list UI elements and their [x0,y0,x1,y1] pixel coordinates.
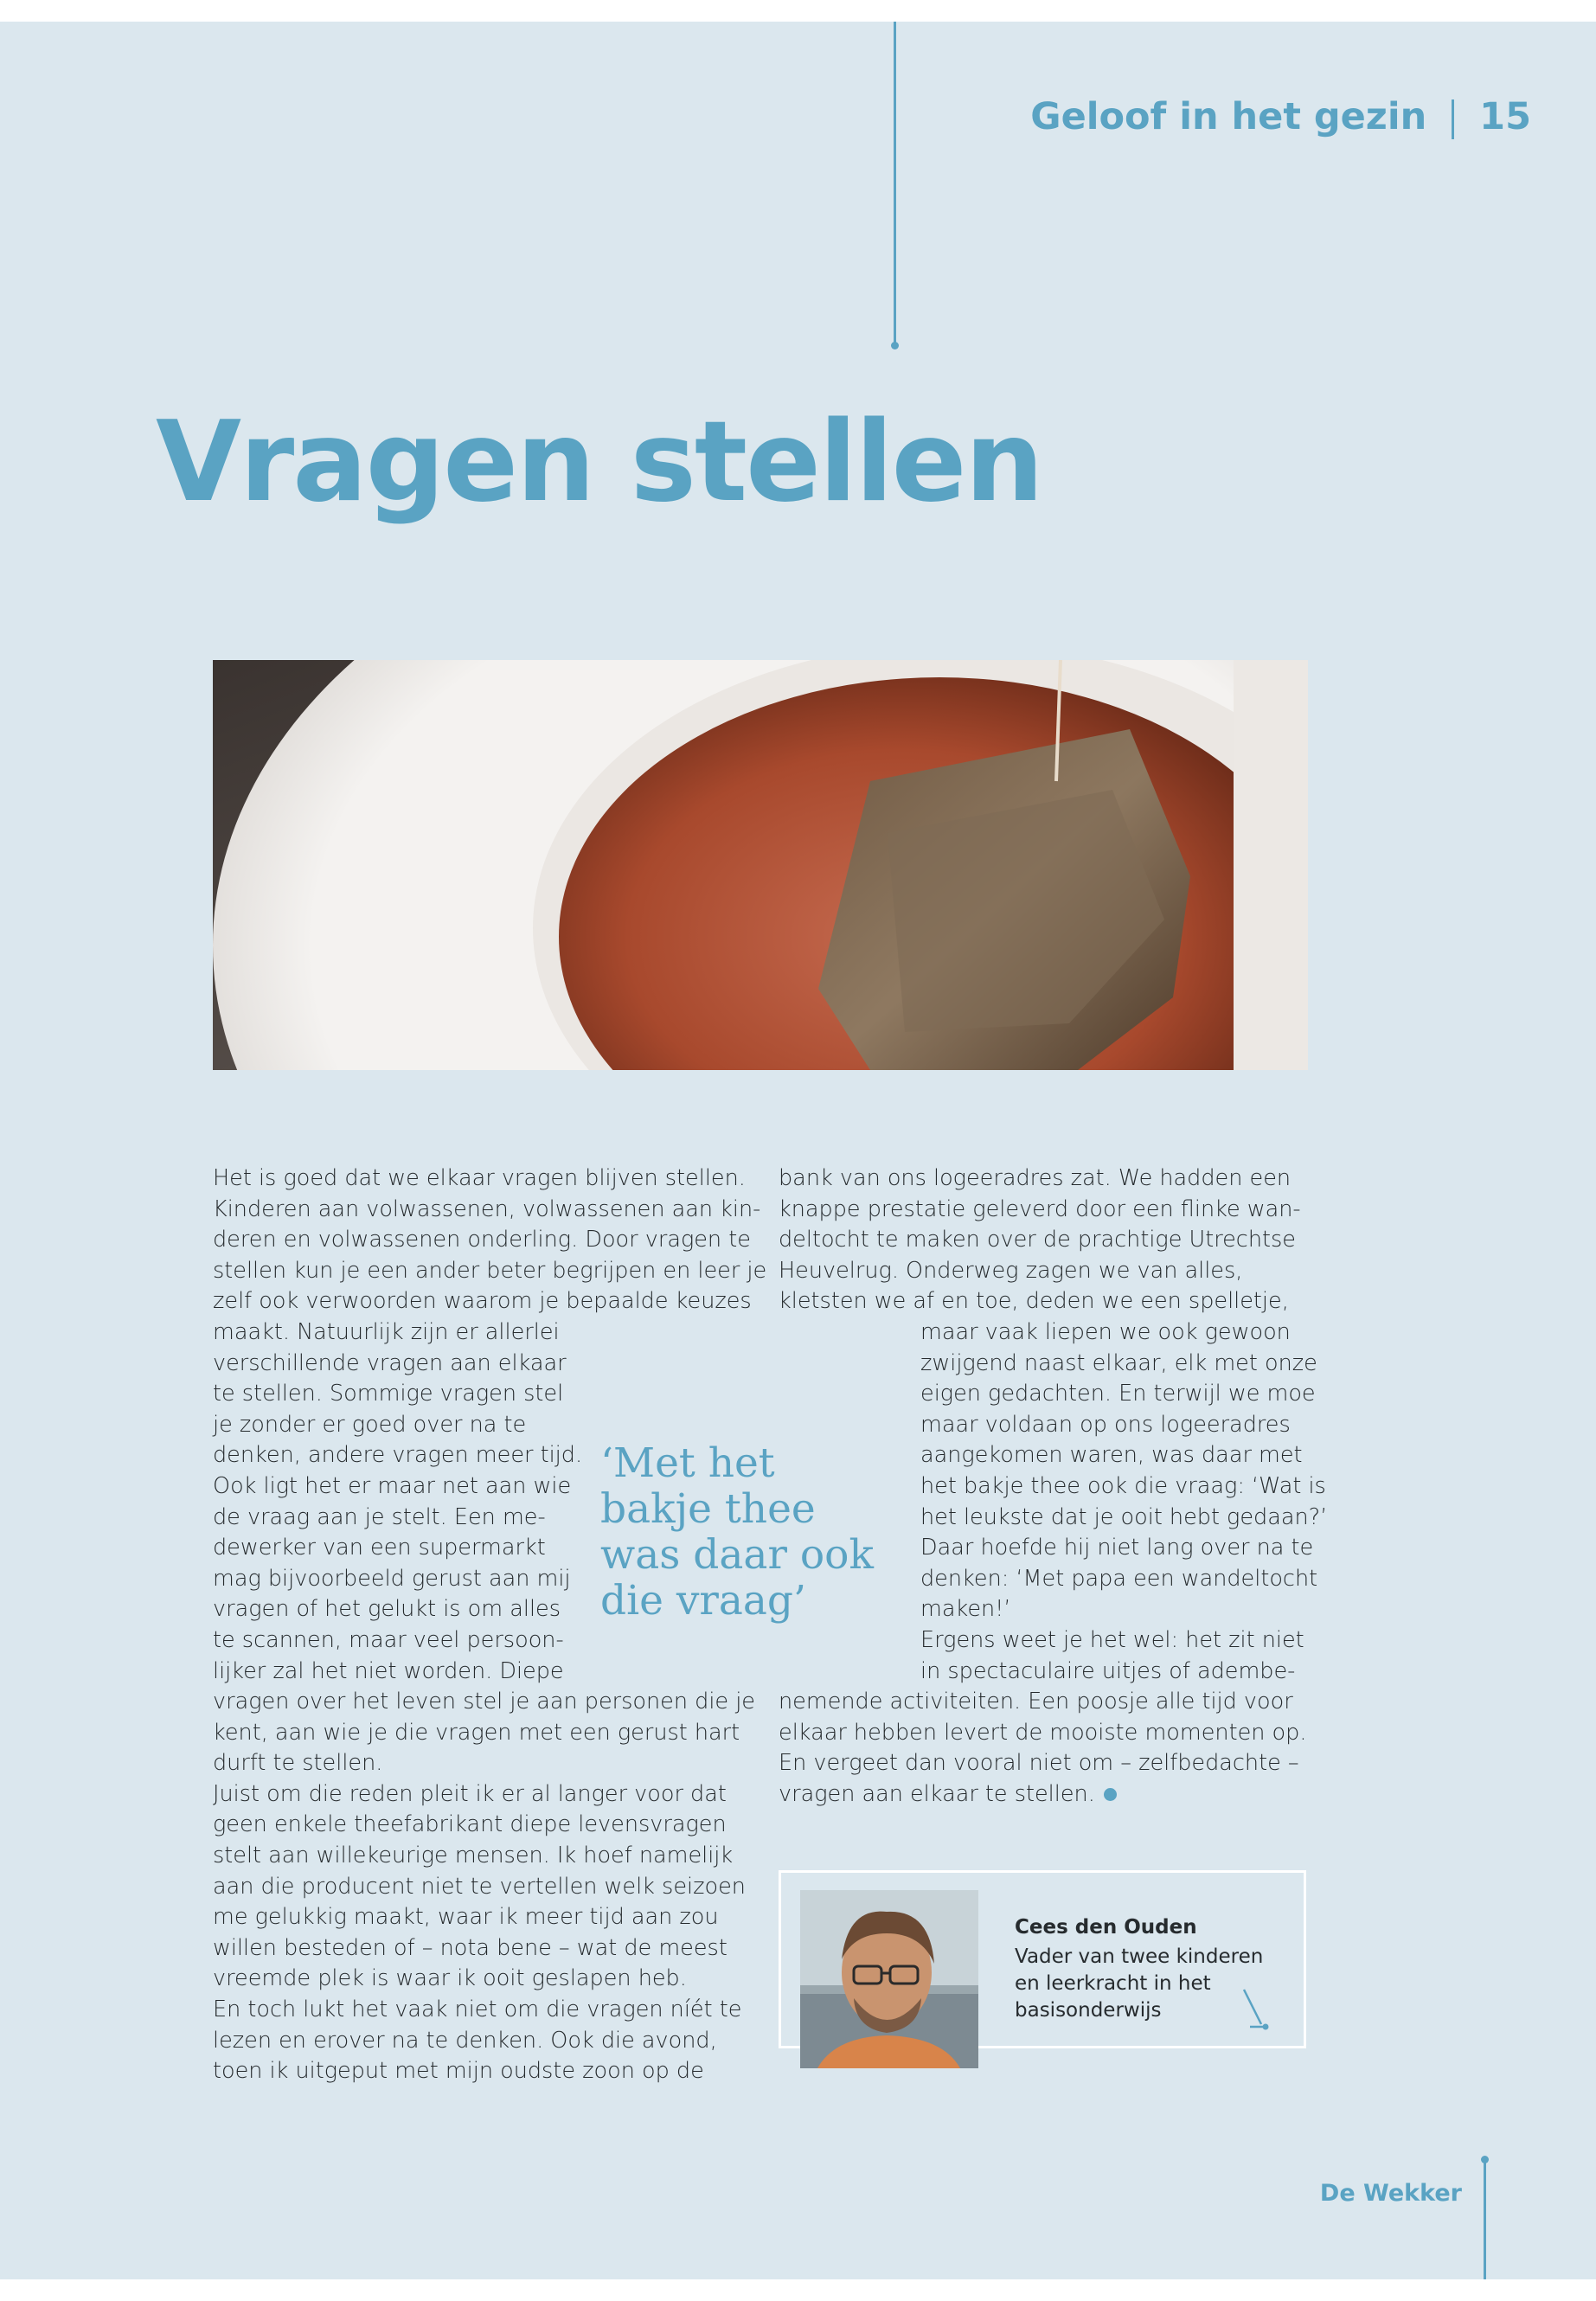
right-column-lines [779,1163,1328,1810]
article-line: knappe prestatie geleverd door een flinke wan- [779,1195,1301,1222]
top-divider-line [894,22,896,346]
author-role: Vader van twee kinderen en leerkracht in het basisonderwijs [1015,1945,1264,2022]
pen-stroke-icon [1240,1985,1274,2037]
header-divider [1452,99,1454,139]
article-line: Kinderen aan volwassenen, volwassenen aan kin- [213,1195,761,1222]
end-dot-icon [1104,1788,1117,1801]
article-line: maar vaak liepen we ook gewoon [920,1318,1291,1345]
pull-quote: ‘Met het bakje thee was daar ook die vraag’ [600,1439,874,1625]
article-line: geen enkele theefabrikant diepe levensvragen [213,1811,727,1838]
author-photo [800,1890,978,2068]
section-header [1030,95,1531,139]
article-line: eigen gedachten. En terwijl we moe [920,1381,1316,1407]
bottom-divider-dot [1481,2156,1489,2163]
article-line: mag bijvoorbeeld gerust aan mij [213,1565,571,1592]
article-line: Het is goed dat we elkaar vragen blijven stellen. [213,1165,746,1191]
article-line: vreemde plek is waar ik ooit geslapen heb. [213,1965,687,1992]
page-number: 15 [1479,95,1531,138]
article-line: aan die producent niet te vertellen welk seizoen [213,1873,746,1900]
article-line: toen ik uitgeput met mijn oudste zoon op de [213,2058,704,2085]
article-line: maakt. Natuurlijk zijn er allerlei [213,1318,560,1345]
article-line: zwijgend naast elkaar, elk met onze [920,1349,1317,1376]
article-line: En vergeet dan vooral niet om – zelfbedachte – [779,1750,1299,1777]
article-line: deren en volwassenen onderling. Door vragen te [213,1227,751,1253]
top-divider-dot [891,342,899,349]
article-line: denken: ‘Met papa een wandeltocht [920,1565,1318,1592]
article-title: Vragen stellen [156,398,1042,527]
article-line: vragen over het leven stel je aan personen die je [213,1689,755,1715]
article-line: maar voldaan op ons logeeradres [920,1411,1291,1438]
article-line: stelt aan willekeurige mensen. Ik hoef namelijk [213,1843,734,1869]
author-box [779,1870,1306,2048]
author-name: Cees den Ouden [1015,1916,1197,1939]
article-line: Ergens weet je het wel: het zit niet [920,1626,1304,1653]
article-line: lijker zal het niet worden. Diepe [213,1657,564,1684]
article-body-left [213,1163,767,2087]
article-line: vragen aan elkaar te stellen. [779,1779,1315,1811]
article-line: te stellen. Sommige vragen stel [213,1381,564,1407]
article-line: denken, andere vragen meer tijd. [213,1442,583,1469]
article-line: kent, aan wie je die vragen met een gerust hart [213,1719,740,1746]
article-line: aangekomen waren, was daar met [920,1442,1303,1469]
article-line: willen besteden of – nota bene – wat de meest [213,1934,727,1961]
magazine-page [0,22,1596,2279]
article-line: de vraag aan je stelt. Een me- [213,1503,546,1530]
article-line: het bakje thee ook die vraag: ‘Wat is [920,1472,1326,1499]
article-line: nemende activiteiten. Een poosje alle tijd voor [779,1689,1293,1715]
left-column-lines [213,1163,767,2087]
article-line: maken!’ [920,1596,1011,1623]
article-line: zelf ook verwoorden waarom je bepaalde keuzes [213,1288,752,1315]
article-line: elkaar hebben levert de mooiste momenten op. [779,1719,1307,1746]
article-line: stellen kun je een ander beter begrijpen en leer je [213,1257,767,1284]
article-line: het leukste dat je ooit hebt gedaan?’ [920,1503,1328,1530]
article-line: Daar hoefde hij niet lang over na te [920,1535,1314,1561]
article-line: bank van ons logeeradres zat. We hadden een [779,1165,1292,1191]
article-line: vragen of het gelukt is om alles [213,1596,561,1623]
article-line: En toch lukt het vaak niet om die vragen níét te [213,1997,742,2023]
tea-cup-photo [213,660,1308,1070]
article-line: Ook ligt het er maar net aan wie [213,1472,572,1499]
article-line: dewerker van een supermarkt [213,1535,546,1561]
article-line: me gelukkig maakt, waar ik meer tijd aan zou [213,1904,719,1931]
article-line: lezen en erover na te denken. Ook die avond, [213,2027,717,2054]
article-line: in spectaculaire uitjes of adembe- [920,1657,1296,1684]
article-line: deltocht te maken over de prachtige Utrechtse [779,1227,1296,1253]
bottom-divider-line [1484,2158,1486,2279]
article-line: je zonder er goed over na te [213,1411,527,1438]
article-line: Juist om die reden pleit ik er al langer voor dat [213,1780,727,1807]
article-line: durft te stellen. [213,1750,383,1777]
article-line: verschillende vragen aan elkaar [213,1349,567,1376]
article-line: Heuvelrug. Onderweg zagen we van alles, [779,1257,1243,1284]
article-body-right [779,1163,1328,1810]
article-line: te scannen, maar veel persoon- [213,1626,564,1653]
article-line: kletsten we af en toe, deden we een spelletje, [779,1288,1289,1315]
footer-publication: De Wekker [1319,2180,1462,2207]
section-title: Geloof in het gezin [1030,95,1427,138]
